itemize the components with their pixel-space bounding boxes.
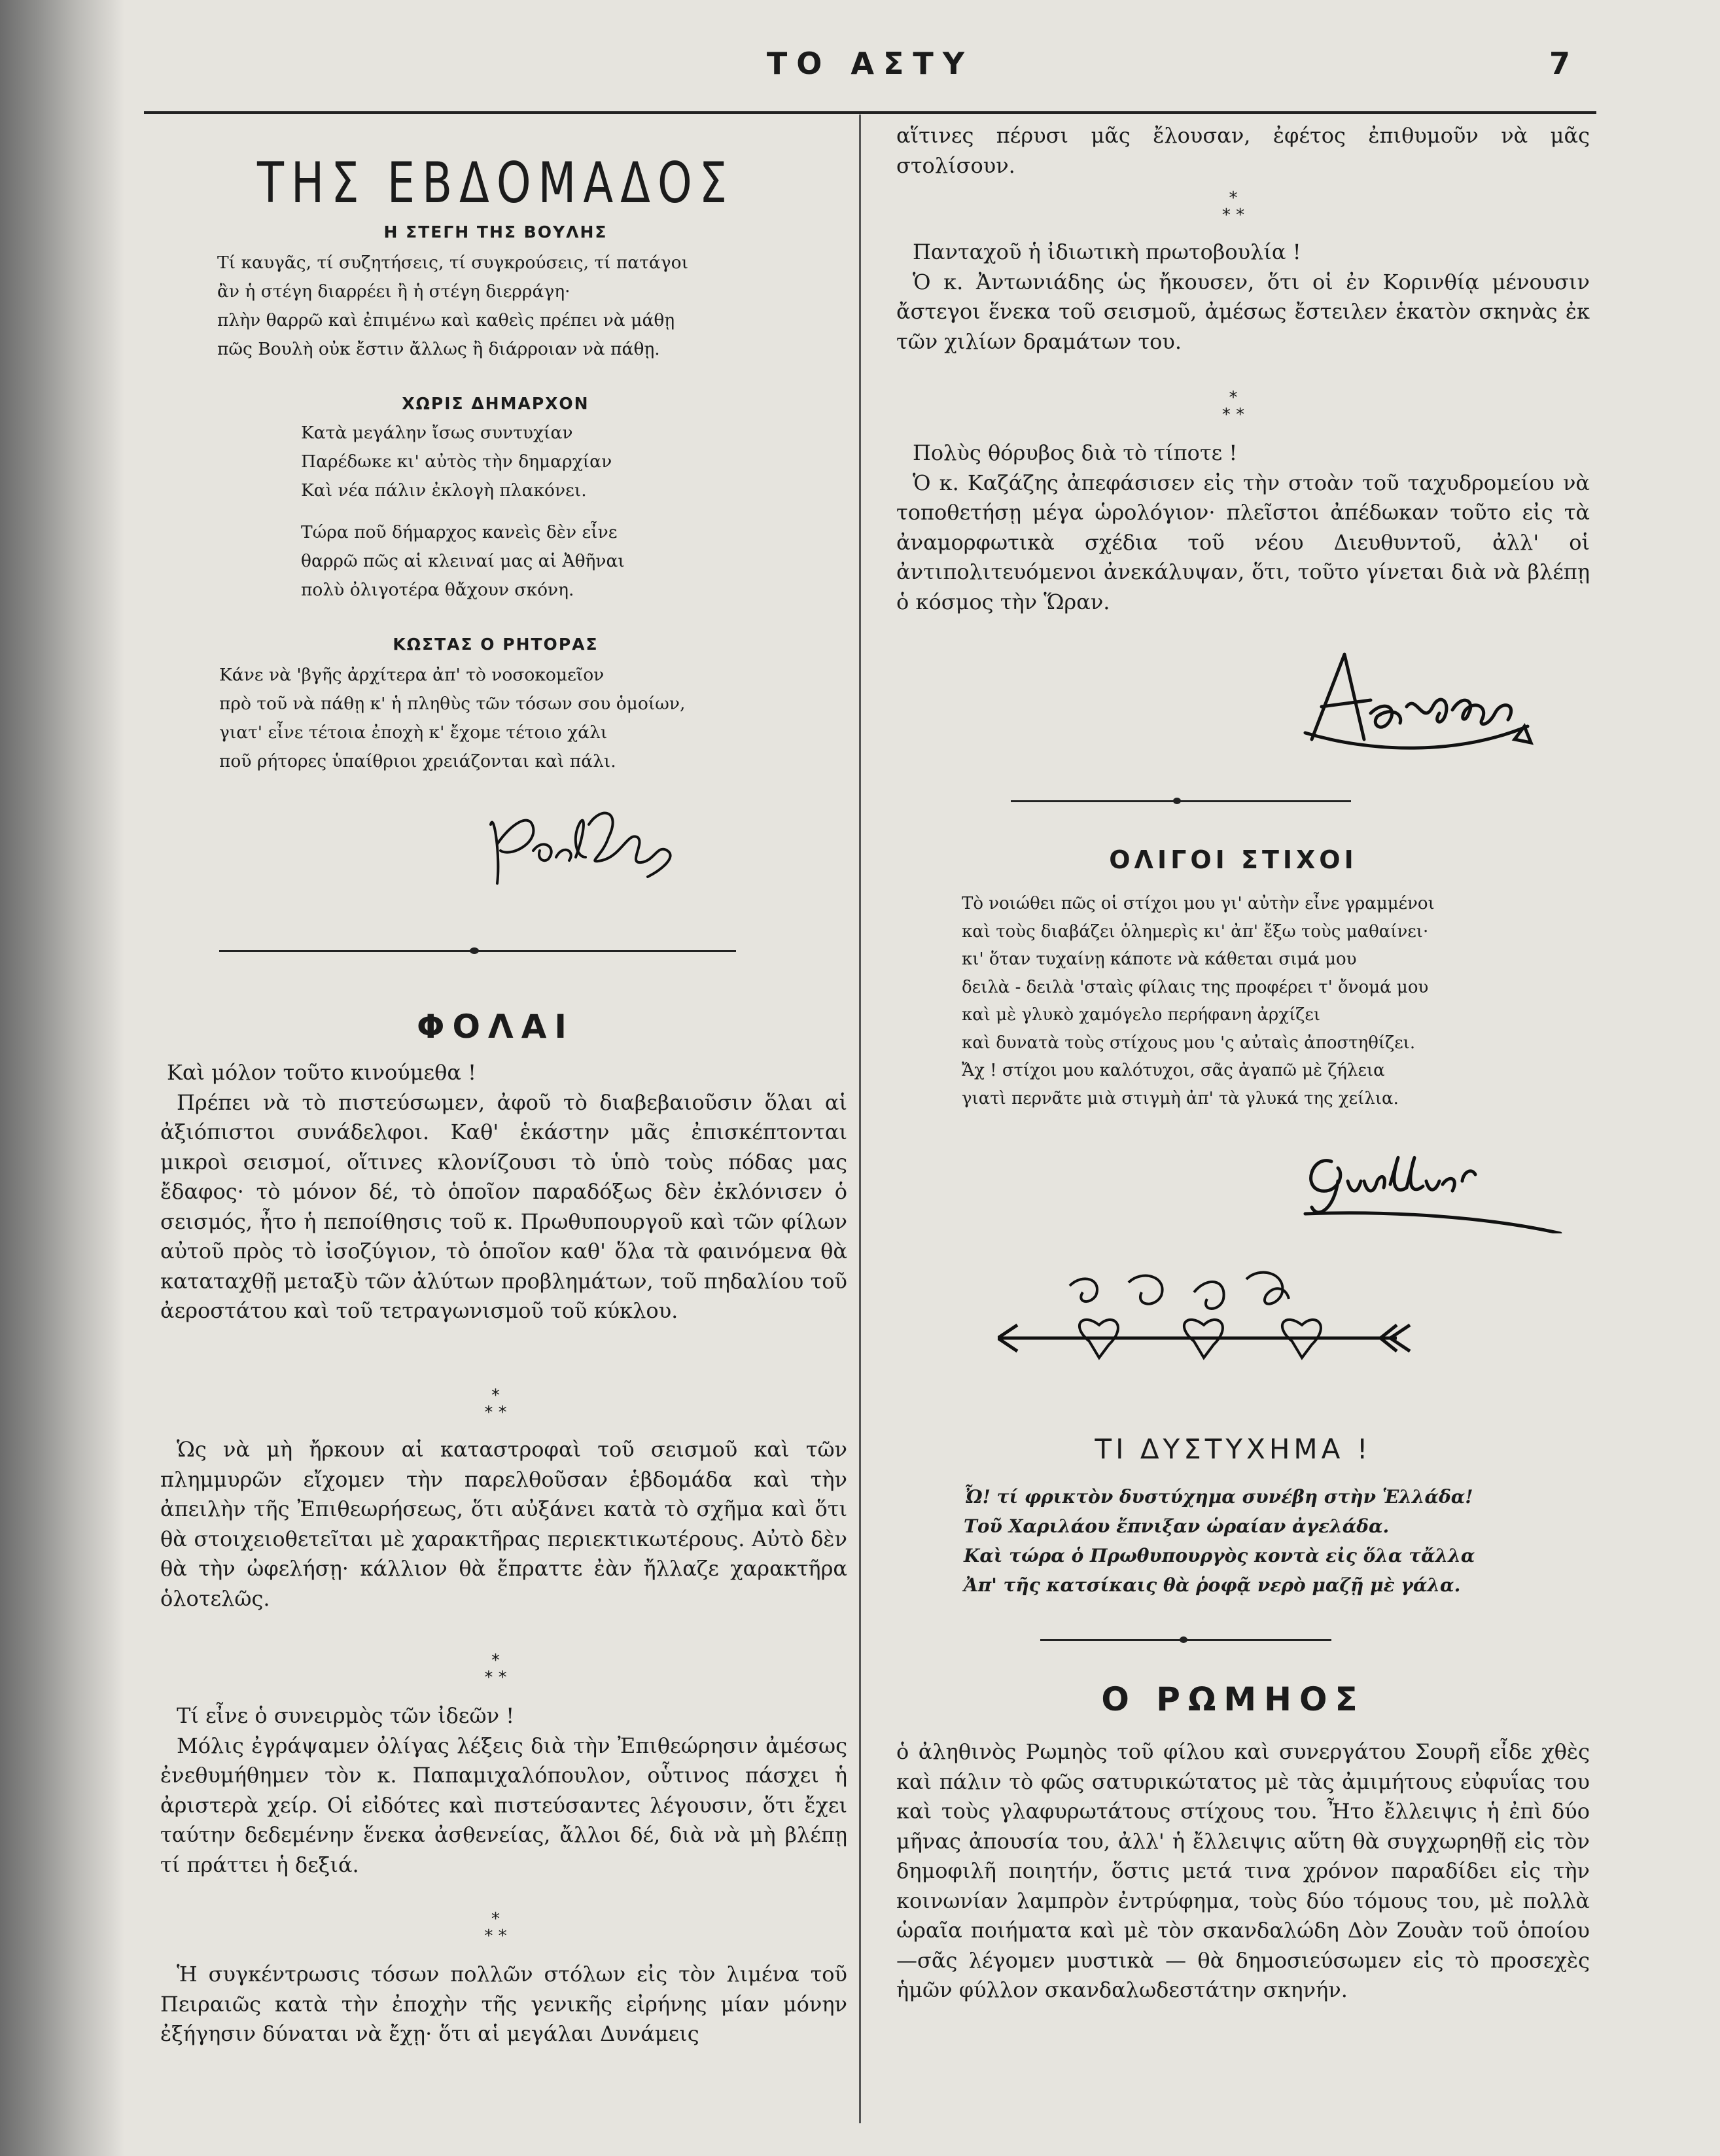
asterism: * * * xyxy=(484,1909,507,1946)
right-paragraph-b xyxy=(896,438,1590,617)
folai-paragraph-3 xyxy=(160,1701,847,1880)
poem-oligoi xyxy=(962,890,1435,1112)
text-paragraph: Πρέπει νὰ τὸ πιστεύσωμεν, ἀφοῦ τὸ διαβεβαιοῦσιν ὅλαι αἱ ἀξιόπιστοι συνάδελφοι. Καθ' ἑκάστην μᾶς ἐπισκέπτονται μικροὶ σεισμοί, οἵτινες κλονίζουσι τὸ ὑπὸ τοὺς πόδας μας ἔδαφος· τὸ μόνον δέ, τὸ ὁποῖον παραδόξως δὲν ἐκλόνισεν ὁ σεισμός, ἦτο ἡ πεποίθησις τοῦ κ. Πρωθυπουργοῦ καὶ τῶν φίλων αὐτοῦ πρὸς τὸ ἰσοζύγιον, τὸ ὁποῖον καθ' ὅλα τὰ φαινόμενα θὰ καταταχθῇ μεταξὺ τῶν ἀλύτων προβλημάτων, τοῦ πηδαλίου τοῦ ἀεροστάτου καὶ τοῦ τετραγωνισμοῦ τοῦ κύκλου. xyxy=(160,1089,847,1323)
section-title-weekly: ΤΗΣ ΕΒΔΟΜΑΔΟΣ xyxy=(256,150,735,216)
poem-line: πολὺ ὀλιγοτέρα θἄχουν σκόνη. xyxy=(301,580,574,600)
poem-line: καὶ μὲ γλυκὸ χαμόγελο περήφανη ἀρχίζει xyxy=(962,1005,1321,1025)
column-rule xyxy=(859,115,861,2123)
poem-line: Ἀπ' τῆς κατσίκαις θὰ ῥοφᾷ νερὸ μαζῇ μὲ γάλα. xyxy=(964,1574,1461,1596)
folai-paragraph-4 xyxy=(160,1960,847,2049)
poem-line: Ὦ! τί φρικτὸν δυστύχημα συνέβη στὴν Ἑλλάδα! xyxy=(964,1486,1473,1508)
page-number: 7 xyxy=(1549,46,1570,81)
poem-line: Τί καυγᾶς, τί συζητήσεις, τί συγκρούσεις, τί πατάγοι xyxy=(217,253,688,273)
poem-heading-mayor: ΧΩΡΙΣ ΔΗΜΑΡΧΟΝ xyxy=(402,394,589,413)
folai-paragraph-2 xyxy=(160,1435,847,1614)
poem-line: δειλὰ - δειλὰ 'σταὶς φίλαις της προφέρει τ' ὄνομά μου xyxy=(962,977,1429,997)
right-paragraph-a xyxy=(896,238,1590,357)
poem-orator xyxy=(219,661,685,776)
asterism: * * * xyxy=(1221,388,1245,425)
text-paragraph: Ὁ κ. Ἀντωνιάδης ὡς ἤκουσεν, ὅτι οἱ ἐν Κορινθίᾳ μένουσιν ἄστεγοι ἕνεκα τοῦ σεισμοῦ, ἀμέσως ἔστειλεν ἑκατὸν σκηνὰς ἐκ τῶν χιλίων δραμάτων του. xyxy=(896,269,1590,354)
newspaper-title: ΤΟ ΑΣΤΥ xyxy=(766,46,974,81)
poem-line: Καὶ τώρα ὁ Πρωθυπουργὸς κοντὰ εἰς ὅλα τἄλλα xyxy=(964,1545,1475,1566)
poem-line: γιατὶ περνᾶτε μιὰ στιγμὴ ἀπ' τὰ γλυκά της χείλια. xyxy=(962,1088,1399,1108)
handwritten-signature-2 xyxy=(1292,641,1541,759)
text-paragraph: ὁ ἀληθινὸς Ρωμηὸς τοῦ φίλου καὶ συνεργάτου Σουρῆ εἶδε χθὲς καὶ πάλιν τὸ φῶς σατυρικώτατος μὲ τὰς ἀμιμήτους εὐφυΐας του καὶ τοὺς γλαφυρωτάτους στίχους του. Ἦτο ἔλλειψις ἡ ἐπὶ δύο μῆνας ἀπουσία του, ἀλλ' ἡ ἔλλειψις αὕτη θὰ συγχωρηθῇ εἰς τὸν δημοφιλῆ ποιητήν, ὅστις μετά τινα χρόνον παραδίδει εἰς τὴν κοινωνίαν λαμπρὸν ἐντρύφημα, τοὺς δύο τόμους του, μὲ πολλὰ ὡραῖα ποιήματα καὶ μὲ τὸν σκανδαλώδη Δὸν Ζουὰν τοῦ ὁποίου—σᾶς λέγομεν μυστικὰ — θὰ δημοσιεύσωμεν εἰς τὸ προσεχὲς ἡμῶν φύλλον σκανδαλωδεστάτην σκηνήν. xyxy=(896,1739,1590,2002)
poem-line: Ἄχ ! στίχοι μου καλότυχοι, σᾶς ἀγαπῶ μὲ ζήλεια xyxy=(962,1061,1385,1080)
asterism: * * * xyxy=(1221,188,1245,225)
section-title-oligoi: ΟΛΙΓΟΙ ΣΤΙΧΟΙ xyxy=(1109,845,1358,874)
poem-line: γιατ' εἶνε τέτοια ἐποχὴ κ' ἔχομε τέτοιο χάλι xyxy=(219,722,608,743)
divider-ornament xyxy=(1173,798,1181,804)
handwritten-signature-1 xyxy=(471,785,687,896)
text-paragraph: αἵτινες πέρυσι μᾶς ἔλουσαν, ἐφέτος ἐπιθυμοῦν νὰ μᾶς στολίσουν. xyxy=(896,123,1590,178)
poem-line: θαρρῶ πῶς αἱ κλειναί μας αἱ Ἀθῆναι xyxy=(301,551,625,571)
poem-heading-roof: Η ΣΤΕΓΗ ΤΗΣ ΒΟΥΛΗΣ xyxy=(383,222,608,241)
text-line: Καὶ μόλον τοῦτο κινούμεθα ! xyxy=(167,1060,477,1085)
cupid-arrow-ornament xyxy=(998,1266,1423,1397)
poem-line: κι' ὅταν τυχαίνῃ κάποτε νὰ κάθεται σιμά μου xyxy=(962,949,1357,969)
page-header xyxy=(144,39,1596,114)
poem-line: Τοῦ Χαριλάου ἔπνιξαν ὡραίαν ἀγελάδα. xyxy=(964,1515,1390,1537)
text-line: Πολὺς θόρυβος διὰ τὸ τίποτε ! xyxy=(913,440,1238,465)
section-title-dystychima: ΤΙ ΔΥΣΤΥΧΗΜΑ ! xyxy=(1095,1433,1372,1465)
continued-paragraph xyxy=(896,121,1590,181)
poem-line: πλὴν θαρρῶ καὶ ἐπιμένω καὶ καθεὶς πρέπει νὰ μάθῃ xyxy=(217,310,675,330)
asterism: * * * xyxy=(484,1386,507,1423)
poem-heading-orator: ΚΩΣΤΑΣ Ο ΡΗΤΟΡΑΣ xyxy=(393,635,599,654)
section-title-romios: Ο ΡΩΜΗΟΣ xyxy=(1101,1680,1365,1718)
text-line: Πανταχοῦ ἡ ἰδιωτικὴ πρωτοβουλία ! xyxy=(913,239,1301,264)
poem-line: Παρέδωκε κι' αὐτὸς τὴν δημαρχίαν xyxy=(301,451,612,472)
poem-line: Τὸ νοιώθει πῶς οἱ στίχοι μου γι' αὐτὴν εἶνε γραμμένοι xyxy=(962,894,1435,913)
page-spine-shadow xyxy=(0,0,124,2156)
poem-line: πρὸ τοῦ νὰ πάθῃ κ' ἡ πληθὺς τῶν τόσων σου ὁμοίων, xyxy=(219,694,686,714)
text-line: Τί εἶνε ὁ συνειρμὸς τῶν ἰδεῶν ! xyxy=(177,1703,515,1728)
poem-line: Καὶ νέα πάλιν ἐκλογὴ πλακόνει. xyxy=(301,480,587,501)
poem-dystychima xyxy=(964,1482,1475,1600)
poem-roof xyxy=(217,249,688,364)
poem-mayor xyxy=(301,419,625,605)
romios-paragraph xyxy=(896,1737,1590,2006)
poem-line: καὶ τοὺς διαβάζει ὁλημερὶς κι' ἀπ' ἔξω τοὺς μαθαίνει· xyxy=(962,921,1429,942)
text-paragraph: Ὡς νὰ μὴ ἤρκουν αἱ καταστροφαὶ τοῦ σεισμοῦ καὶ τῶν πλημμυρῶν εἴχομεν τὴν παρελθοῦσαν ἑβδομάδα καὶ τὴν ἀπειλὴν τῆς Ἐπιθεωρήσεως, ὅτι αὐξάνει κατὰ τὸ σχῆμα καὶ ὅτι θὰ στοιχειοθετεῖται μὲ χαρακτῆρας περιεκτικωτέρους. Αὐτὸ δὲν θὰ τὴν ὠφελήσῃ· κάλλιον θὰ ἔπραττε ἐὰν ἤλλαζε χαρακτῆρα ὁλοτελῶς. xyxy=(160,1437,847,1611)
folai-paragraph-1 xyxy=(160,1058,847,1326)
poem-line: καὶ δυνατὰ τοὺς στίχους μου 'ς αὐταὶς ἀποστηθίζει. xyxy=(962,1033,1416,1053)
poem-line: πῶς Βουλὴ οὐκ ἔστιν ἄλλως ἢ διάρροιαν νὰ πάθῃ. xyxy=(217,339,660,359)
handwritten-signature-3 xyxy=(1292,1135,1567,1233)
asterism: * * * xyxy=(484,1651,507,1688)
poem-line: ἂν ἡ στέγη διαρρέει ἢ ἡ στέγη διερράγη· xyxy=(217,281,570,302)
text-paragraph: Μόλις ἐγράψαμεν ὀλίγας λέξεις διὰ τὴν Ἐπιθεώρησιν ἀμέσως ἐνεθυμήθημεν τὸν κ. Παπαμιχαλόπουλον, οὗτινος πάσχει ἡ ἀριστερὰ χείρ. Οἱ εἰδότες καὶ πιστεύσαντες λέγουσιν, ὅτι ἔχει ταύτην δεδεμένην ἕνεκα ἀσθενείας, ἄλλοι δέ, διὰ νὰ μὴ βλέπῃ τί πράττει ἡ δεξιά. xyxy=(160,1733,847,1877)
text-paragraph: Ἡ συγκέντρωσις τόσων πολλῶν στόλων εἰς τὸν λιμένα τοῦ Πειραιῶς κατὰ τὴν ἐποχὴν τῆς γενικῆς εἰρήνης μίαν μόνην ἐξήγησιν δύναται νὰ ἔχῃ· ὅτι αἱ μεγάλαι Δυνάμεις xyxy=(160,1962,847,2046)
divider-ornament xyxy=(470,947,479,954)
poem-line: Κατὰ μεγάλην ἴσως συντυχίαν xyxy=(301,423,573,443)
section-title-folai: ΦΟΛΑΙ xyxy=(416,1008,574,1046)
stanza-gap xyxy=(301,505,625,518)
poem-line: ποῦ ρήτορες ὑπαίθριοι χρειάζονται καὶ πάλι. xyxy=(219,751,616,771)
divider-ornament xyxy=(1180,1636,1187,1643)
text-paragraph: Ὁ κ. Καζάζης ἀπεφάσισεν εἰς τὴν στοὰν τοῦ ταχυδρομείου νὰ τοποθετήσῃ μέγα ὡρολόγιον· πλεῖστοι ἀπέδωκαν τοῦτο εἰς τὰ ἀναμορφωτικὰ σχέδια τοῦ νέου Διευθυντοῦ, ἀλλ' οἱ ἀντιπολιτευόμενοι ἀνεκάλυψαν, ὅτι, τοῦτο γίνεται διὰ νὰ βλέπῃ ὁ κόσμος τὴν Ὥραν. xyxy=(896,470,1590,614)
poem-line: Τώρα ποῦ δήμαρχος κανεὶς δὲν εἶνε xyxy=(301,522,618,542)
poem-line: Κάνε νὰ 'βγῆς ἀρχίτερα ἀπ' τὸ νοσοκομεῖον xyxy=(219,665,605,685)
divider xyxy=(1011,800,1351,802)
